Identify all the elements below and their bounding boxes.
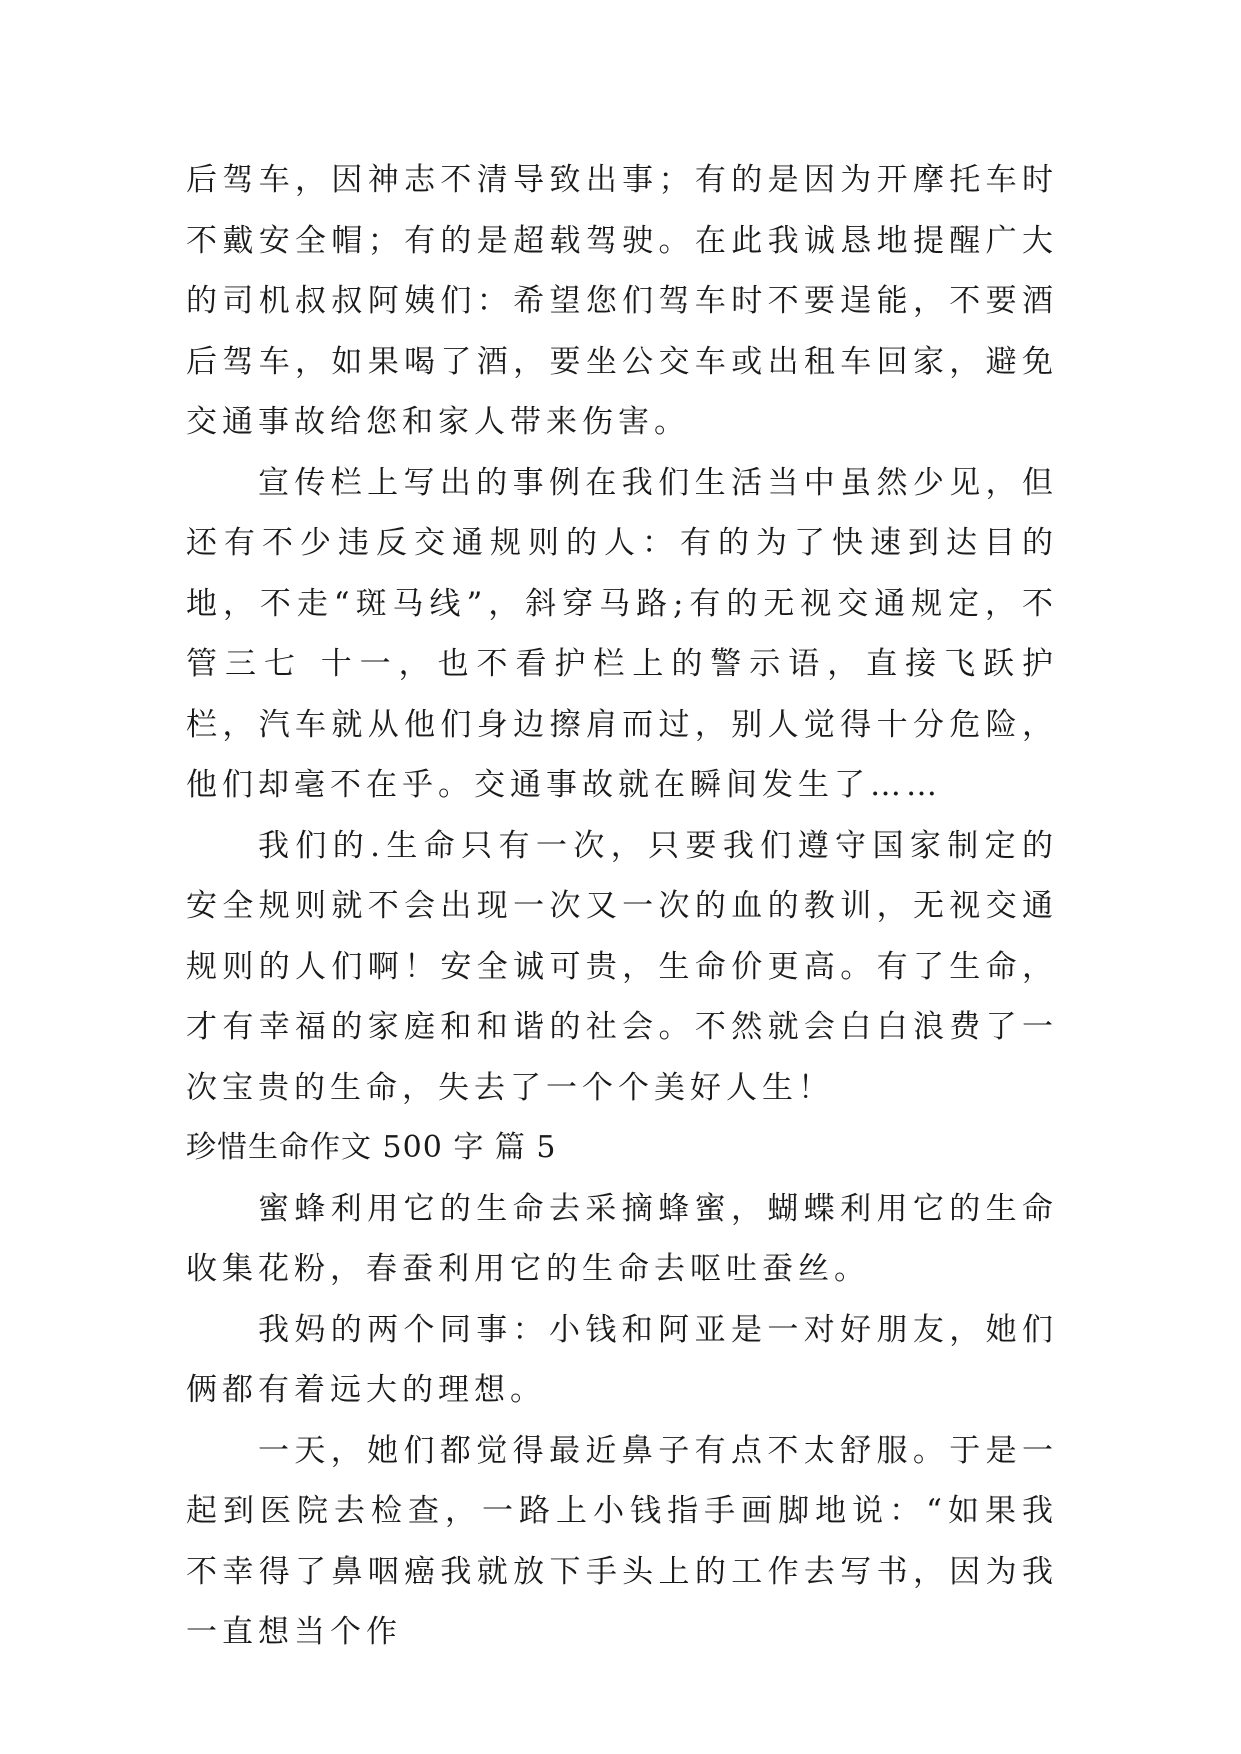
paragraph-traffic-violations: 宣传栏上写出的事例在我们生活当中虽然少见，但还有不少违反交通规则的人：有的为了快速到达目的地，不走“斑马线”，斜穿马路;有的无视交通规定，不管三七 十一，也不看护栏上的警示语，直接飞跃护栏，汽车就从他们身边擦肩而过，别人觉得十分危险，他们却毫不在乎。交通事故就在瞬间发生了……	[186, 464, 1058, 803]
document-page	[186, 150, 1058, 1663]
paragraph-life-once: 我们的.生命只有一次，只要我们遵守国家制定的安全规则就不会出现一次又一次的血的教训，无视交通规则的人们啊！安全诚可贵，生命价更高。有了生命，才有幸福的家庭和和谐的社会。不然就会白白浪费了一次宝贵的生命，失去了一个个美好人生！	[186, 827, 1058, 1106]
paragraph-one-day: 一天，她们都觉得最近鼻子有点不太舒服。于是一起到医院去检查，一路上小钱指手画脚地说：“如果我不幸得了鼻咽癌我就放下手头上的工作去写书，因为我一直想当个作	[186, 1432, 1058, 1650]
section-heading: 珍惜生命作文 500 字 篇 5	[186, 1130, 557, 1165]
paragraph-drunk-driving: 后驾车，因神志不清导致出事；有的是因为开摩托车时不戴安全帽；有的是超载驾驶。在此我诚恳地提醒广大的司机叔叔阿姨们：希望您们驾车时不要逞能，不要酒后驾车，如果喝了酒，要坐公交车或出租车回家，避免交通事故给您和家人带来伤害。	[186, 162, 1058, 440]
paragraph-bees-butterflies: 蜜蜂利用它的生命去采摘蜂蜜，蝴蝶利用它的生命收集花粉，春蚕利用它的生命去呕吐蚕丝。	[186, 1190, 1058, 1287]
paragraph-two-colleagues: 我妈的两个同事：小钱和阿亚是一对好朋友，她们俩都有着远大的理想。	[186, 1311, 1058, 1408]
